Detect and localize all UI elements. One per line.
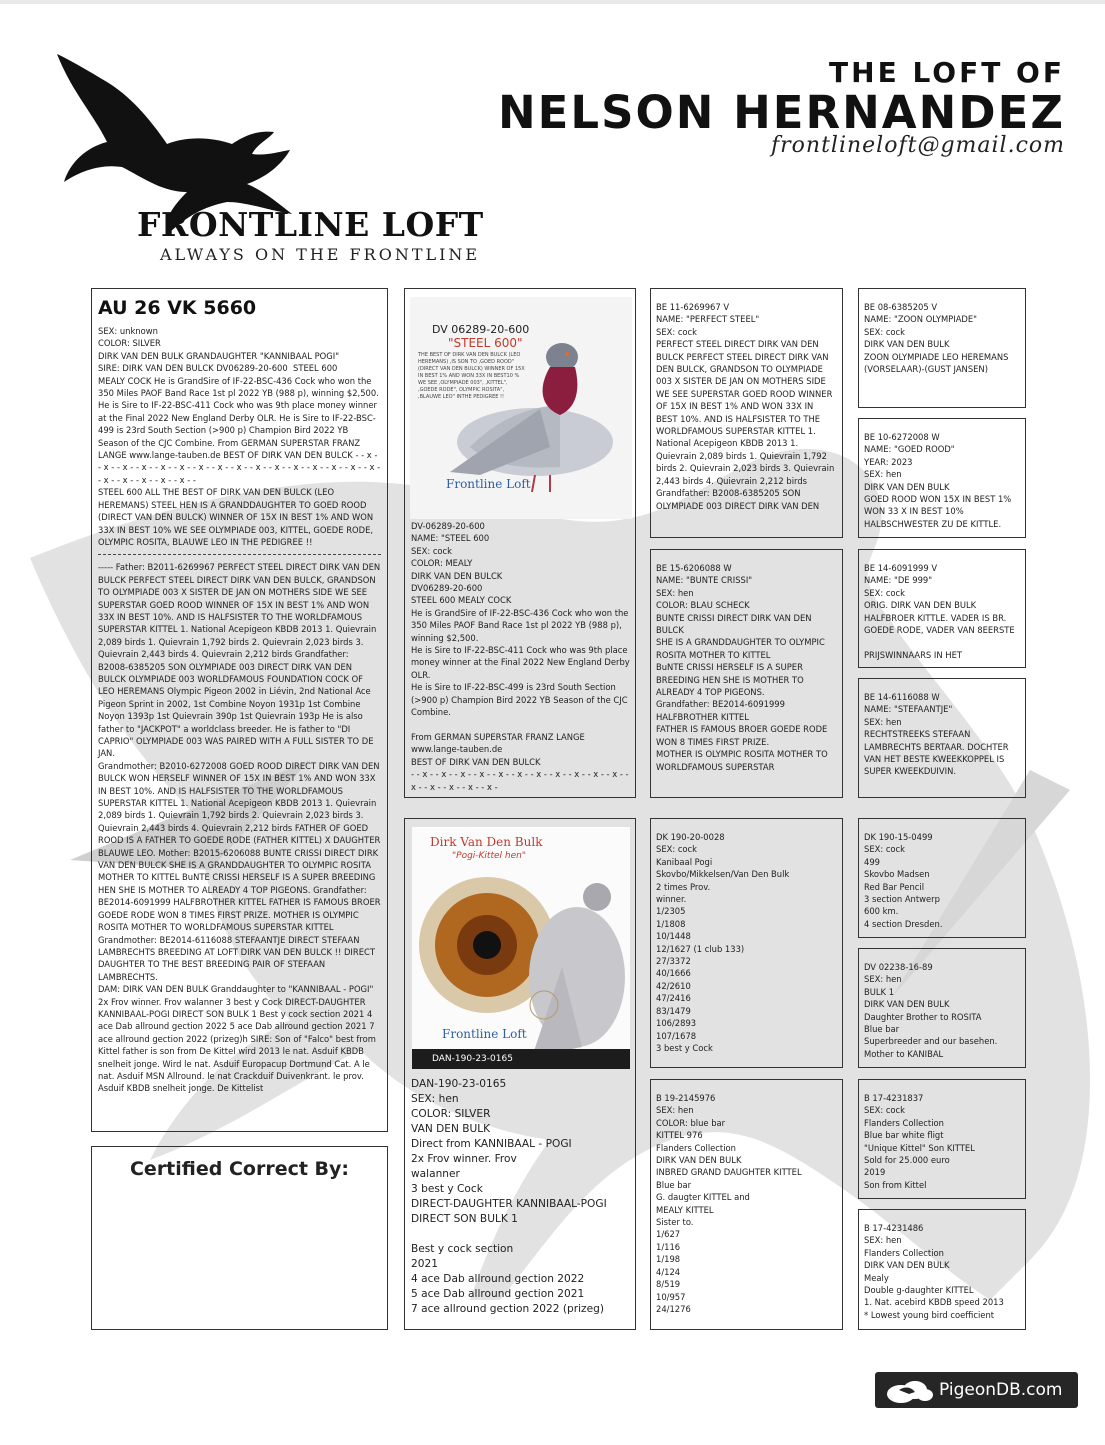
pigeon-details: BE 10-6272008 W NAME: "GOED ROOD" YEAR: 2023 SEX: hen DIRK VAN DEN BULK GOED ROOD WON 15X IN BEST 1% WON 33 X IN BEST 10% HALBSCHWESTER ZU DE KITTLE.	[864, 432, 1012, 529]
gen3-box-6	[858, 948, 1026, 1068]
dam-photo-band: DAN-190-23-0165	[432, 1054, 513, 1064]
sire-photo-band: DV 06289-20-600	[432, 323, 530, 336]
pigeon-details: BE 14-6116088 W NAME: "STEFAANTJE" SEX: hen RECHTSTREEKS STEFAAN LAMBRECHTS BERTAAR. DOCHTER VAN HET BESTE KWEEKKOPPEL IS SUPER KWEEKDUIVIN.	[864, 692, 1009, 777]
dam-dam-box	[650, 1079, 843, 1330]
pigeon-details: BE 11-6269967 V NAME: "PERFECT STEEL" SEX: cock ﻿PERFECT STEEL﻿ DIRECT DIRK VAN DEN BULCK ﻿PERFECT STEEL﻿ DIRECT DIRK VAN DEN BULCK, GRANDSON TO ﻿OLYMPIADE 003﻿ X ﻿SISTER DE JAN﻿ ON MOTHERS SIDE WE SEE SUPERSTAR ﻿GOED ROOD﻿ WINNER OF 15X IN BEST 1% AND WON 33X IN BEST 10%. AND IS HALFSISTER TO THE WORLDFAMOUS SUPERSTAR ﻿KITTEL﻿ 1. National Acepigeon KBDB 2013 1. Quievrain 2,089 birds 1. Quievrain 1,792 birds 2. Quievrain 2,023 birds 3. Quievrain 2,443 birds 4. Quievrain 2,212 birds Grandfather: B2008-6385205 ﻿SON OLYMPIADE 003﻿ DIRECT DIRK VAN DEN	[656, 302, 835, 511]
gen3-box-5	[858, 818, 1026, 938]
title-top: THE LOFT OF	[829, 56, 1065, 89]
pigeon-details: BE 14-6091999 V NAME: "DE 999" SEX: cock ORIG. DIRK VAN DEN BULK HALFBROER KITTLE. VADER IS BR. GOEDE RODE, VADER VAN 8EERSTE PRIJSWINNAARS IN HET	[864, 563, 1015, 660]
dam-box	[404, 818, 636, 1330]
gen3-box-1	[858, 288, 1026, 408]
pigeondb-badge[interactable]	[875, 1372, 1078, 1408]
main-pigeon-pedigree: ----- Father: B2011-6269967 ﻿PERFECT STEEL﻿ DIRECT DIRK VAN DEN BULCK ﻿PERFECT STEEL﻿ DIRECT DIRK VAN DEN BULCK, GRANDSON TO ﻿OLYMPIADE 003﻿ X ﻿SISTER DE JAN﻿ ON MOTHERS SIDE WE SEE SUPERSTAR ﻿GOED ROOD﻿ WINNER OF 15X IN BEST 1% AND WON 33X IN BEST 10%. AND IS HALFSISTER TO THE WORLDFAMOUS SUPERSTAR ﻿KITTEL﻿ 1. National Acepigeon KBDB 2013 1. Quievrain 2,089 birds 1. Quievrain 1,792 birds 2. Quievrain 2,023 birds 3. Quievrain 2,443 birds 4. Quievrain 2,212 birds Grandfather: B2008-6385205 ﻿SON OLYMPIADE 003﻿ DIRECT DIRK VAN DEN BULCK ﻿OLYMPIADE 003﻿ WORLDFAMOUS FOUNDATION COCK OF LEO HEREMANS Olympic Pigeon 2002 in Liévin, 2nd National Ace Pigeon Sprint in 2002, 1st Combine Noyon 1931p 1st Combine Noyon 1393p 1st Quievrain 390p 1st Quievrain 193p He is also father to "JACKPOT" a worldclass breeder. He is father to "DI CAPRIO" ﻿OLYMPIADE 003﻿ WAS PAIRED WITH A FULL SISTER TO ﻿DE JAN﻿. Grandmother: B2010-6272008 ﻿GOED ROOD﻿ DIRECT DIRK VAN DEN BULCK WON HERSELF WINNER OF 15X IN BEST 1% AND WON 33X IN BEST 10%. AND IS HALFSISTER TO THE WORLDFAMOUS SUPERSTAR ﻿KITTEL﻿ 1. National Acepigeon KBDB 2013 1. Quievrain 2,089 birds 1. Quievrain 1,792 birds 2. Quievrain 2,023 birds 3. Quievrain 2,443 birds 4. Quievrain 2,212 birds FATHER OF ﻿GOED ROOD﻿ IS A FATHER TO ﻿GOEDE RODE﻿ (FATHER KITTEL) X DAUGHTER BLAUWE LEO. Mother: B2015-6206088 ﻿BUNTE CRISSI﻿ DIRECT DIRK VAN DEN BULCK SHE IS A GRANDDAUGHTER TO ﻿OLYMPIC ROSITA﻿ MOTHER TO ﻿KITTEL﻿ ﻿BuNTE CRISSI﻿ HERSELF IS A SUPER BREEDING HEN SHE IS MOTHER TO ALREADY 4 TOP PIGEONS. Grandfather: BE2014-6091999 ﻿HALFBROTHER KITTEL﻿ FATHER IS FAMOUS ﻿BROER GOEDE RODE﻿ WON 8 TIMES FIRST PRIZE. MOTHER IS ﻿OLYMPIC ROSITA﻿ MOTHER TO WORLDFAMOUS SUPERSTAR ﻿KITTEL﻿ Grandmother: BE2014-6116088 ﻿STEFAANTJE﻿ DIRECT STEFAAN LAMBRECHTS BREEDING AT LOFT DIRK VAN DEN BULCK !! DIRECT DAUGHTER TO THE BEST BREEDING PAIR OF STEFAAN LAMBRECHTS. DAM: DIRK VAN DEN BULK Granddaughter to "KANNIBAAL - POGI" 2x Frov winner. Frov walanner 3 best y Cock DIRECT-DAUGHTER KANNIBAAL-POGI DIRECT SON BULK 1 Best y cock section 2021 4 ace Dab allround gection 2022 5 ace Dab allround gection 2021 7 ace allround gection 2022 (prizeg)h SIRE: Son of "Falco" best from Kittel father is son from De Kittel wird 2013 le nat. Asduif KBDB snelheit jonge. Wird le nat. Asduif Europacup Dortmund Cat. A le nat. Asduif MSN Allround. le nat Crackduif Duivenkrant. le prov. Asduif KBDB snelheit jonge. De Kittelist	[98, 562, 381, 1094]
gen3-box-8	[858, 1209, 1026, 1330]
dam-sire-box	[650, 818, 843, 1068]
sire-sire-box	[650, 288, 843, 538]
pigeon-details: DV 02238-16-89 SEX: hen ﻿BULK 1﻿ DIRK VAN DEN BULK Daughter Brother to ﻿ROSITA﻿ Blue bar Superbreeder and our basehen. Mother to KANIBAL	[864, 962, 998, 1059]
sire-dam-box	[650, 549, 843, 798]
owner-email[interactable]: frontlineloft@gmail.com	[771, 133, 1065, 158]
dam-photo-title: Dirk Van Den Bulk	[430, 835, 543, 849]
gen3-box-4	[858, 678, 1026, 798]
pigeon-details: DK 190-20-0028 SEX: cock Kanibaal Pogi Skovbo/Mikkelsen/Van Den Bulk 2 times Prov. winner. 1/2305 1/1808 10/1448 12/1627 (1 club 133) 27/3372 40/1666 42/2610 47/2416 83/1479 106/2893 107/1678 3 best y Cock	[656, 832, 790, 1053]
dam-photo-subtitle: "Pogi-Kittel hen"	[452, 851, 526, 861]
certified-box	[91, 1146, 388, 1330]
pigeon-cloud-icon	[885, 1378, 933, 1404]
main-pigeon-id: AU 26 VK 5660	[98, 297, 257, 319]
gen3-box-2	[858, 418, 1026, 538]
owner-name: NELSON HERNANDEZ	[498, 86, 1065, 139]
sire-photo	[410, 297, 632, 519]
pigeondb-label: PigeonDB.com	[939, 1380, 1063, 1400]
sire-box	[404, 288, 636, 798]
certified-label: Certified Correct By:	[129, 1158, 350, 1180]
gen3-box-7	[858, 1079, 1026, 1199]
main-pigeon-box	[91, 288, 388, 1132]
pigeon-details: DK 190-15-0499 SEX: cock 499 Skovbo Madsen Red Bar Pencil 3 section Antwerp 600 km. 4 section Dresden.	[864, 832, 943, 929]
pigeon-details: B 17-4231486 SEX: hen Flanders Collection DIRK VAN DEN BULK Mealy Double g-daughter ﻿KITTEL﻿ 1. Nat. acebird KBDB speed 2013 * Lowest young bird coefficient	[864, 1223, 1004, 1320]
sire-photo-caption: THE BEST OF DIRK VAN DEN BULCK (LEO HEREMANS) ,IS SON TO ,GOED ROOD" (DIRECT VAN DEN BULCK) WINNER OF 15X IN BEST 1% AND WON 33X IN BEST10 % WE SEE ,OLYMPIADE 003", ,KITTEL", ,GOEDE RODE", OLYMPIC ROSITA", ,BLAUWE LEO" INTHE PEDIGREE !!	[418, 352, 525, 400]
pigeon-details: BE 15-6206088 W NAME: "BUNTE CRISSI" SEX: hen COLOR: BLAU SCHECK ﻿BUNTE CRISSI﻿ DIRECT DIRK VAN DEN BULCK SHE IS A GRANDDAUGHTER TO ﻿OLYMPIC ROSITA﻿ MOTHER TO ﻿KITTEL﻿ ﻿BuNTE CRISSI﻿ HERSELF IS A SUPER BREEDING HEN SHE IS MOTHER TO ALREADY 4 TOP PIGEONS. Grandfather: BE2014-6091999 ﻿HALFBROTHER KITTEL﻿ FATHER IS FAMOUS ﻿BROER GOEDE RODE﻿ WON 8 TIMES FIRST PRIZE. MOTHER IS ﻿OLYMPIC ROSITA﻿ MOTHER TO WORLDFAMOUS SUPERSTAR	[656, 563, 828, 772]
pigeon-details: B 19-2145976 SEX: hen COLOR: blue bar KITTEL 976 Flanders Collection DIRK VAN DEN BULK INBRED GRAND DAUGHTER ﻿KITTEL ﻿ Blue bar G. daugter KITTEL and MEALY KITTEL Sister to. 1/627 1/116 1/198 4/124 8/519 10/957 24/1276	[656, 1093, 802, 1314]
divider	[98, 554, 381, 555]
sire-details: DV-06289-20-600 NAME: "STEEL 600﻿ SEX: cock COLOR: MEALY DIRK VAN DEN BULCK DV06289-20-600 ﻿﻿ STEEL 600﻿ MEALY COCK He is GrandSire of IF-22-BSC-436 Cock who won the 350 Miles PAOF Band Race 1st pl 2022 YB (988 p), winning $2,500. He is Sire to IF-22-BSC-411 Cock who was 9th place money winner at the Final 2022 New England Derby OLR. He is Sire to IF-22-BSC-499 is 23rd South Section (>900 p) Champion Bird 2022 YB Season of the CJC Combine. From GERMAN SUPERSTAR FRANZ LANGE www.lange-tauben.de BEST OF DIRK VAN DEN BULCK - - x - - x - - x - - x - - x - - x - - x - - x - - x - - x - - x - - x - - x - - x - - x - - x -	[411, 521, 630, 792]
pigeon-details: BE 08-6385205 V NAME: "ZOON OLYMPIADE" SEX: cock DIRK VAN DEN BULK ZOON OLYMPIADE LEO HEREMANS (VORSELAAR)-(GUST JANSEN)	[864, 302, 1009, 375]
loft-motto: ALWAYS ON THE FRONTLINE	[160, 245, 481, 264]
dam-details: DAN-190-23-0165 SEX: hen COLOR: SILVER VAN DEN BULK Direct from ﻿KANNIBAAL - POGI﻿ 2x Frov winner. Frov walanner 3 best y Cock DIRECT-DAUGHTER KANNIBAAL-POGI DIRECT SON BULK 1 Best y cock section 2021 4 ace Dab allround gection 2022 5 ace Dab allround gection 2021 7 ace allround gection 2022 (prizeg)	[411, 1078, 607, 1315]
dam-photo-brand: Frontline Loft	[442, 1027, 527, 1041]
pigeon-details: B 17-4231837 SEX: cock Flanders Collection Blue bar white fligt "Unique Kittel" Son ﻿KITTEL ﻿ Sold for 25.000 euro 2019 Son from Kittel	[864, 1093, 975, 1190]
sire-photo-brand: Frontline Loft	[446, 477, 531, 491]
main-pigeon-details: SEX: unknown COLOR: SILVER DIRK VAN DEN BULK GRANDAUGHTER "KANNIBAAL POGI" SIRE: DIRK VAN DEN BULCK DV06289-20-600 ﻿﻿ STEEL 600﻿ MEALY COCK He is GrandSire of IF-22-BSC-436 Cock who won the 350 Miles PAOF Band Race 1st pl 2022 YB (988 p), winning $2,500. He is Sire to IF-22-BSC-411 Cock who was 9th place money winner at the Final 2022 New England Derby OLR. He is Sire to IF-22-BSC-499 is 23rd South Section (>900 p) Champion Bird 2022 YB Season of the CJC Combine. From GERMAN SUPERSTAR FRANZ LANGE www.lange-tauben.de BEST OF DIRK VAN DEN BULCK - - x - - x - - x - - x - - x - - x - - x - - x - - x - - x - - x - - x - - x - - x - - x - - x - - x - - x - - x - - x - - x - - ﻿STEEL 600﻿ ALL THE BEST OF DIRK VAN DEN BULCK (LEO HEREMANS) ﻿STEEL HEN﻿ IS A GRANDDAUGHTER TO ﻿GOED ROOD﻿ (DIRECT VAN DEN BULCK) WINNER OF 15X IN BEST 1% AND WON 33X IN BEST 10% WE SEE ﻿OLYMPIADE 003﻿, ﻿KITTEL﻿, ﻿GOEDE RODE﻿, OLYMPIC ROSITA﻿, ﻿BLAUWE LEO﻿ IN THE PEDIGREE !!	[98, 326, 381, 547]
sire-photo-name: "STEEL 600"	[448, 336, 523, 350]
loft-name: FRONTLINE LOFT	[137, 205, 484, 244]
dam-photo	[412, 827, 630, 1069]
gen3-box-3	[858, 549, 1026, 668]
